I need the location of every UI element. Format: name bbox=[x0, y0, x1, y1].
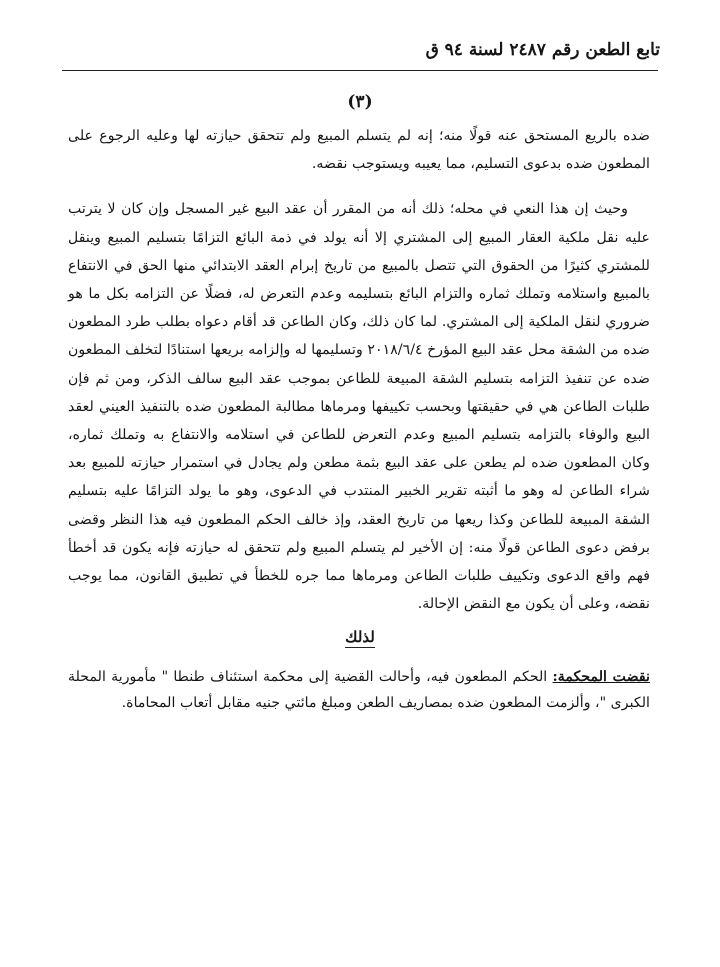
ruling-paragraph bbox=[68, 664, 650, 716]
ruling-text: الحكم المطعون فيه، وأحالت القضية إلى محكمة استئناف طنطا " مأمورية المحلة الكبرى "، وألزمت المطعون ضده بمصاريف الطعن ومبلغ مائتي جنيه مقابل أتعاب المحاماة. bbox=[68, 669, 650, 711]
case-header: تابع الطعن رقم ٢٤٨٧ لسنة ٩٤ ق bbox=[425, 40, 660, 60]
conclusion-heading bbox=[0, 628, 720, 646]
paragraph-reasoning: وحيث إن هذا النعي في محله؛ ذلك أنه من المقرر أن عقد البيع غير المسجل وإن كان لا يترتب عليه نقل ملكية العقار المبيع إلى المشتري إلا أنه يولد في ذمة البائع التزامًا بتسليم المبيع وينقل للمشتري كثيرًا من الحقوق التي تتصل بالمبيع من تاريخ إبرام العقد الابتدائي منها الحق في الانتفاع بالمبيع واستلامه وتملك ثماره والتزام البائع بتسليمه وعدم التعرض له، فضلًا عن التزامه بكل ما هو ضروري لنقل الملكية إلى المشتري. لما كان ذلك، وكان الطاعن قد أقام دعواه بطلب طرد المطعون ضده من الشقة محل عقد البيع المؤرخ ٢٠١٨/٦/٤ وتسليمها له وإلزامه بريعها استنادًا لتخلف المطعون ضده عن تنفيذ التزامه بتسليم الشقة المبيعة للطاعن بموجب عقد البيع سالف الذكر، ومن ثم فإن طلبات الطاعن هي في حقيقتها وبحسب تكييفها ومرماها مطالبة المطعون ضده بالتنفيذ العيني لعقد البيع والوفاء بالتزامه بتسليم المبيع وعدم التعرض للطاعن في استلامه والانتفاع به وتملك ثماره، وكان المطعون ضده لم يطعن على عقد البيع بثمة مطعن ولم يجادل في استمرار حيازته للمبيع بعد شراء الطاعن له وهو ما أثبته تقرير الخبير المنتدب في الدعوى، وهو ما يولد التزامًا عليه بتسليم الشقة المبيعة للطاعن وكذا ريعها من تاريخ العقد، وإذ خالف الحكم المطعون فيه هذا النظر وقضى برفض دعوى الطاعن قولًا منه: إن الأخير لم يتسلم المبيع ولم تتحقق له حيازته فإنه يكون قد أخطأ فهم واقع الدعوى وتكييف طلبات الطاعن ومرماها مما جره للخطأ في تطبيق القانون، مما يوجب نقضه، وعلى أن يكون مع النقض الإحالة. bbox=[67, 201, 650, 613]
page-number: (٣) bbox=[347, 92, 373, 112]
header-divider bbox=[62, 70, 658, 71]
document-body bbox=[68, 122, 650, 618]
ruling-label: نقضت المحكمة: bbox=[552, 669, 650, 685]
conclusion-heading-text: لذلك bbox=[345, 628, 375, 646]
paragraph-gap bbox=[68, 178, 650, 195]
paragraph-continuation: ضده بالريع المستحق عنه قولًا منه؛ إنه لم يتسلم المبيع ولم تتحقق حيازته لها وعليه الرجوع على المطعون ضده بدعوى التسليم، مما يعيبه ويستوجب نقضه. bbox=[68, 128, 650, 173]
